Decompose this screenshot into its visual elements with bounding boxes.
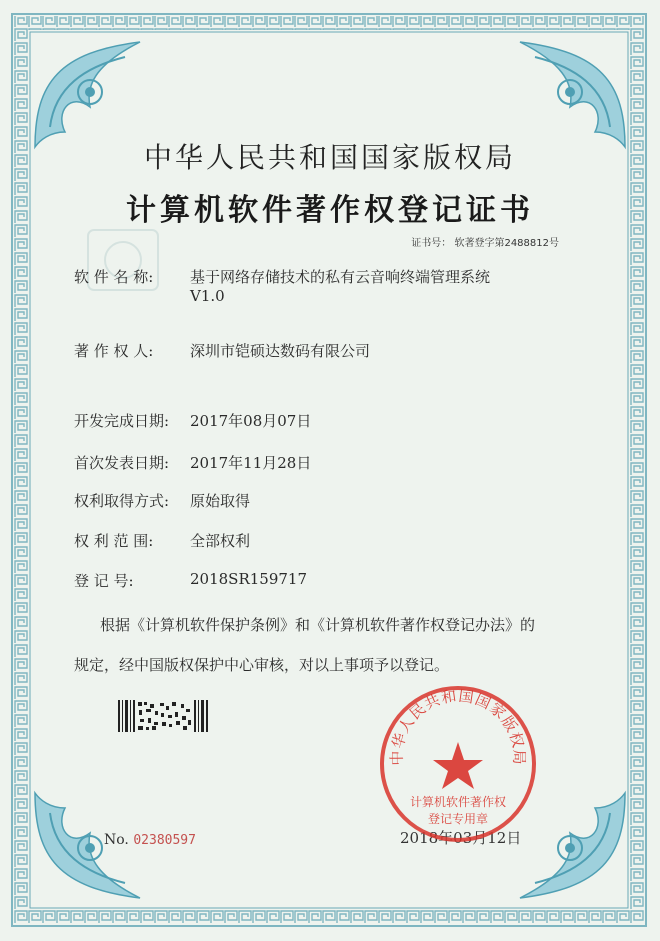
field-copyright-owner (74, 340, 370, 361)
field-label: 著 作 权 人: (74, 342, 154, 360)
field-publish-date (74, 452, 311, 473)
field-value-version: V1.0 (190, 287, 225, 305)
serial-value: 02380597 (133, 833, 196, 848)
serial-number (104, 832, 196, 848)
corner-ornament-bottom-left (30, 788, 150, 908)
seal-ring-text: 中华人民共和国国家版权局 (387, 686, 529, 766)
field-completion-date (74, 410, 311, 431)
field-label: 权利取得方式: (74, 492, 170, 510)
seal-line-1: 计算机软件著作权 (409, 795, 507, 809)
corner-ornament-top-left (30, 32, 150, 152)
statement-line-1: 根据《计算机软件保护条例》和《计算机软件著作权登记办法》的 (100, 616, 536, 634)
field-value: 深圳市铠硕达数码有限公司 (190, 342, 371, 360)
field-value: 2018SR159717 (190, 570, 308, 588)
field-label: 登 记 号: (74, 572, 134, 590)
field-value: 2017年11月28日 (190, 454, 312, 472)
certificate-title: 计算机软件著作权登记证书 (126, 193, 534, 228)
issue-date: 2018年03月12日 (400, 829, 522, 847)
official-seal-stamp (378, 684, 538, 844)
corner-ornament-top-right (510, 32, 630, 152)
field-registration-number (74, 570, 307, 591)
statement-line-2: 规定，经中国版权保护中心审核，对以上事项予以登记。 (74, 656, 450, 674)
certificate-number (411, 234, 559, 249)
barcode-icon (118, 700, 208, 732)
field-label: 软 件 名 称: (74, 268, 154, 286)
field-value-wrap (190, 266, 490, 305)
field-label: 开发完成日期: (74, 412, 170, 430)
field-label: 权 利 范 围: (74, 532, 154, 550)
field-value: 原始取得 (190, 492, 251, 510)
field-label: 首次发表日期: (74, 454, 170, 472)
certificate-number-label: 证书号： (411, 238, 452, 249)
field-software-name (74, 266, 490, 305)
field-acquisition-method (74, 490, 250, 511)
field-value: 全部权利 (190, 532, 251, 550)
registration-statement (74, 605, 594, 685)
serial-prefix: No. (104, 832, 129, 848)
field-value: 2017年08月07日 (190, 412, 312, 430)
certificate-number-value: 软著登字第2488812号 (454, 238, 559, 249)
field-value: 基于网络存储技术的私有云音响终端管理系统 (190, 268, 491, 286)
field-rights-scope (74, 530, 250, 551)
issuer-name: 中华人民共和国国家版权局 (143, 141, 516, 174)
seal-line-2: 登记专用章 (427, 812, 489, 826)
